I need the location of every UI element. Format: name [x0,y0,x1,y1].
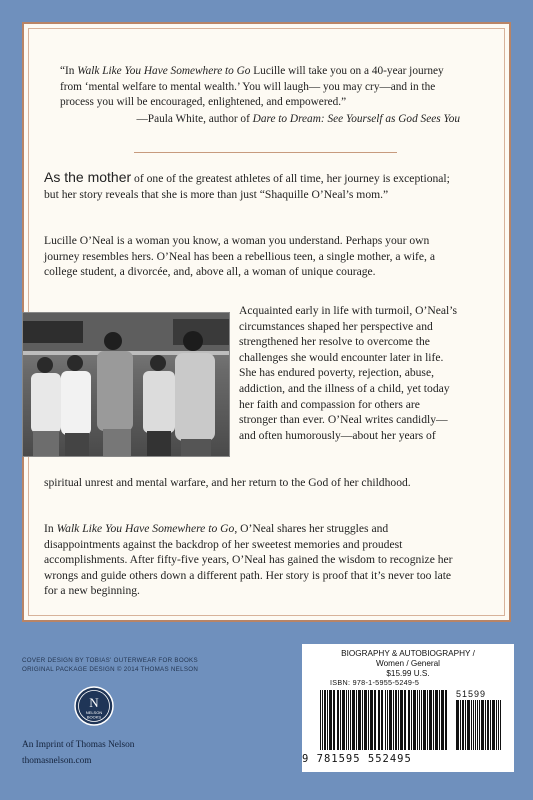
publisher-website: thomasnelson.com [22,756,92,766]
barcode-bar [467,700,470,750]
photo-illustration [23,313,230,457]
design-credits [22,656,262,674]
paragraph-2 [44,233,456,280]
price-label: $15.99 U.S. [386,669,430,678]
paragraph-4-text: , O’Neal shares her struggles and disappointments against the backdrop of her sweetest memories and proudest accomplishments. After fifty-five years, O’Neal has gained the wisdom to recognize her wrongs and guide others down a different path. Her story is proof that it’s never too late for a new beginning. [44,522,453,598]
barcode-bar [378,690,380,750]
barcode-bar [423,690,426,750]
barcode-bar [337,690,339,750]
barcode-bar [352,690,355,750]
imprint-line: An Imprint of Thomas Nelson [22,740,135,750]
barcode-bar [348,690,349,750]
paragraph-4 [44,521,456,599]
quote-attribution [60,112,460,128]
barcode-bar [441,690,444,750]
barcode-bar [364,690,367,750]
barcode-panel [302,644,514,772]
attribution-prefix: —Paula White, author of [136,112,253,125]
barcode-bar [395,690,397,750]
paragraph-3-continued [44,475,456,491]
barcode-bar [340,690,341,750]
barcode-bar [374,690,376,750]
barcode-bar [368,690,369,750]
barcode-bar [400,690,403,750]
paragraph-4-book-title: Walk Like You Have Somewhere to Go [56,522,235,535]
barcode-bar [481,700,484,750]
paragraph-3-continued-text: spiritual unrest and mental warfare, and her return to the God of her childhood. [44,476,411,489]
paragraph-2-text: Lucille O’Neal is a woman you know, a woman you understand. Perhaps your own journey resembles hers. O’Neal has been a rebellious teen, a single mother, a wife, a college student, a divorcée, and, above all, a woman of unique courage. [44,234,436,279]
barcode-bar [498,700,499,750]
barcode-bar [356,690,357,750]
barcode-bar [324,690,326,750]
quote-open: “In [60,65,78,77]
barcode-bar [413,690,416,750]
barcode-bar [473,700,474,750]
barcode-bar [487,700,489,750]
barcode-bar [496,700,497,750]
barcode-bar [485,700,486,750]
logo-text-nelson: NELSON [85,710,103,715]
barcode-bar [456,700,459,750]
barcode-bar [419,690,420,750]
barcode-bar [465,700,466,750]
barcode-bar [350,690,351,750]
barcode-bar [342,690,345,750]
barcode-bar [479,700,480,750]
nelson-books-logo [74,686,114,726]
svg-text:N: N [89,695,99,710]
price-code: 51599 [456,689,487,699]
barcode-bar [385,690,386,750]
barcode-bar [346,690,347,750]
credit-line-2: ORIGINAL PACKAGE DESIGN © 2014 THOMAS NELSON [22,666,199,673]
barcode-bar [427,690,428,750]
barcode-bar [358,690,361,750]
barcode-bar [439,690,440,750]
barcode-bar [417,690,418,750]
barcode-bars [312,690,508,752]
barcode-bar [370,690,373,750]
family-photo [22,312,230,457]
paragraph-3-text: Acquainted early in life with turmoil, O’Neal’s circumstances shaped her perspective and strengthened her resolve to overcome the challenges she would encounter later in life. She has endured poverty, rejection, abuse, addiction, and the illness of a child, yet today her faith and compassion for others are stronger than ever. O’Neal writes candidly—and often humorously—about her years of [239,304,457,442]
barcode-bar [381,690,383,750]
paragraph-4-prefix: In [44,522,57,535]
lead-in-text: As the mother [44,169,132,185]
barcode-bar [408,690,410,750]
barcode-bar [435,690,438,750]
paragraph-1 [44,170,456,202]
paragraph-1-text: of one of the greatest athletes of all time, her journey is exceptional; but her story reveals that she is more than just “Shaquille O’Neal’s mom.” [44,172,450,201]
barcode-bar [320,690,321,750]
barcode-bar [387,690,388,750]
paragraph-3 [239,303,458,443]
barcode-bar [327,690,328,750]
barcode-bar [329,690,332,750]
barcode-bar [471,700,472,750]
barcode-bar [477,700,478,750]
attribution-book: Dare to Dream: See Yourself as God Sees You [252,112,460,125]
barcode-bar [462,700,464,750]
quote-text: Lucille will take you on a 40-year journey from ‘mental welfare to mental wealth.’ You will laugh— you may cry—and in the process you will be encouraged, enlightened, and empowered.” [60,65,444,108]
endorsement-quote [60,64,460,127]
barcode-bar [333,690,335,750]
category-line-2: Women / General [375,659,440,668]
logo-text-books: BOOKS [86,714,102,720]
credit-line-1: COVER DESIGN BY TOBIAS' OUTERWEAR FOR BOOKS [22,657,198,664]
quote-book-title: Walk Like You Have Somewhere to Go [77,65,251,77]
barcode-bar [421,690,422,750]
divider-line [134,152,397,153]
barcode-bar [445,690,447,750]
barcode-bar [362,690,363,750]
barcode-bar [492,700,495,750]
barcode-bar [500,700,501,750]
barcode-bar [433,690,434,750]
category-label [302,649,514,669]
barcode-bar [490,700,491,750]
category-line-1: BIOGRAPHY & AUTOBIOGRAPHY / [341,649,475,658]
barcode-bar [429,690,432,750]
barcode-bar [389,690,392,750]
isbn-label: ISBN: 978-1-5955-5249-5 [330,678,420,687]
barcode-bar [398,690,399,750]
barcode-bar [404,690,406,750]
barcode-bar [460,700,461,750]
barcode-bar [411,690,412,750]
barcode-number: 9 781595 552495 [302,753,412,765]
barcode-bar [393,690,394,750]
barcode-bar [322,690,323,750]
barcode-bar [475,700,476,750]
